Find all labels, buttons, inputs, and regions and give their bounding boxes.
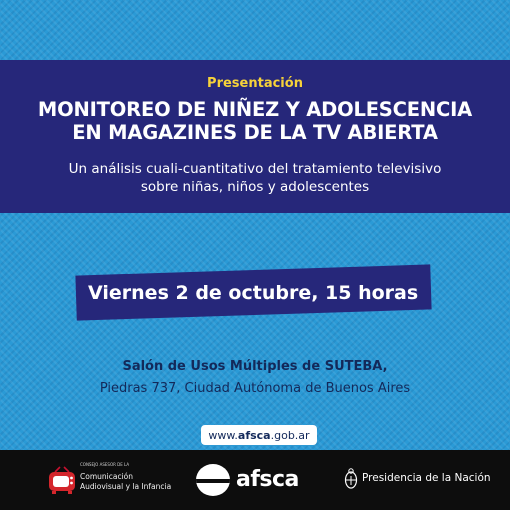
- presidencia-logo: [344, 466, 491, 494]
- afsca-mark-icon: [196, 464, 230, 496]
- presidencia-logo-text: Presidencia de la Nación: [362, 472, 491, 484]
- event-title: [0, 98, 510, 144]
- venue-info: [0, 356, 510, 400]
- afsca-logo-text: afsca: [236, 467, 299, 492]
- tv-icon: [46, 464, 78, 496]
- national-seal-icon: [344, 468, 358, 490]
- website-domain: afsca: [237, 428, 271, 442]
- venue-address: Piedras 737, Ciudad Autónoma de Buenos Aires: [99, 381, 411, 396]
- website-suffix: .gob.ar: [270, 428, 310, 442]
- title-banner: [0, 60, 510, 213]
- website-link[interactable]: [201, 425, 317, 445]
- website-prefix: www.: [208, 428, 238, 442]
- event-date-time: Viernes 2 de octubre, 15 horas: [88, 281, 419, 304]
- consejo-infancia-logo: [46, 460, 186, 500]
- event-subtitle: [0, 160, 510, 196]
- consejo-small-caption: CONSEJO ASESOR DE LA: [80, 462, 130, 467]
- consejo-logo-line-2: Audiovisual y la Infancia: [80, 482, 172, 491]
- event-title-line-2: EN MAGAZINES DE LA TV ABIERTA: [72, 121, 438, 144]
- consejo-logo-line-1: Comunicación: [80, 472, 133, 481]
- footer-logos: [0, 450, 510, 510]
- event-title-line-1: MONITOREO DE NIÑEZ Y ADOLESCENCIA: [37, 98, 473, 121]
- event-subtitle-line-2: sobre niñas, niños y adolescentes: [140, 179, 370, 195]
- event-subtitle-line-1: Un análisis cuali-cuantitativo del tratamiento televisivo: [68, 161, 442, 177]
- afsca-logo: [196, 462, 311, 498]
- kicker-label: Presentación: [207, 76, 303, 91]
- venue-name: Salón de Usos Múltiples de SUTEBA,: [122, 359, 388, 374]
